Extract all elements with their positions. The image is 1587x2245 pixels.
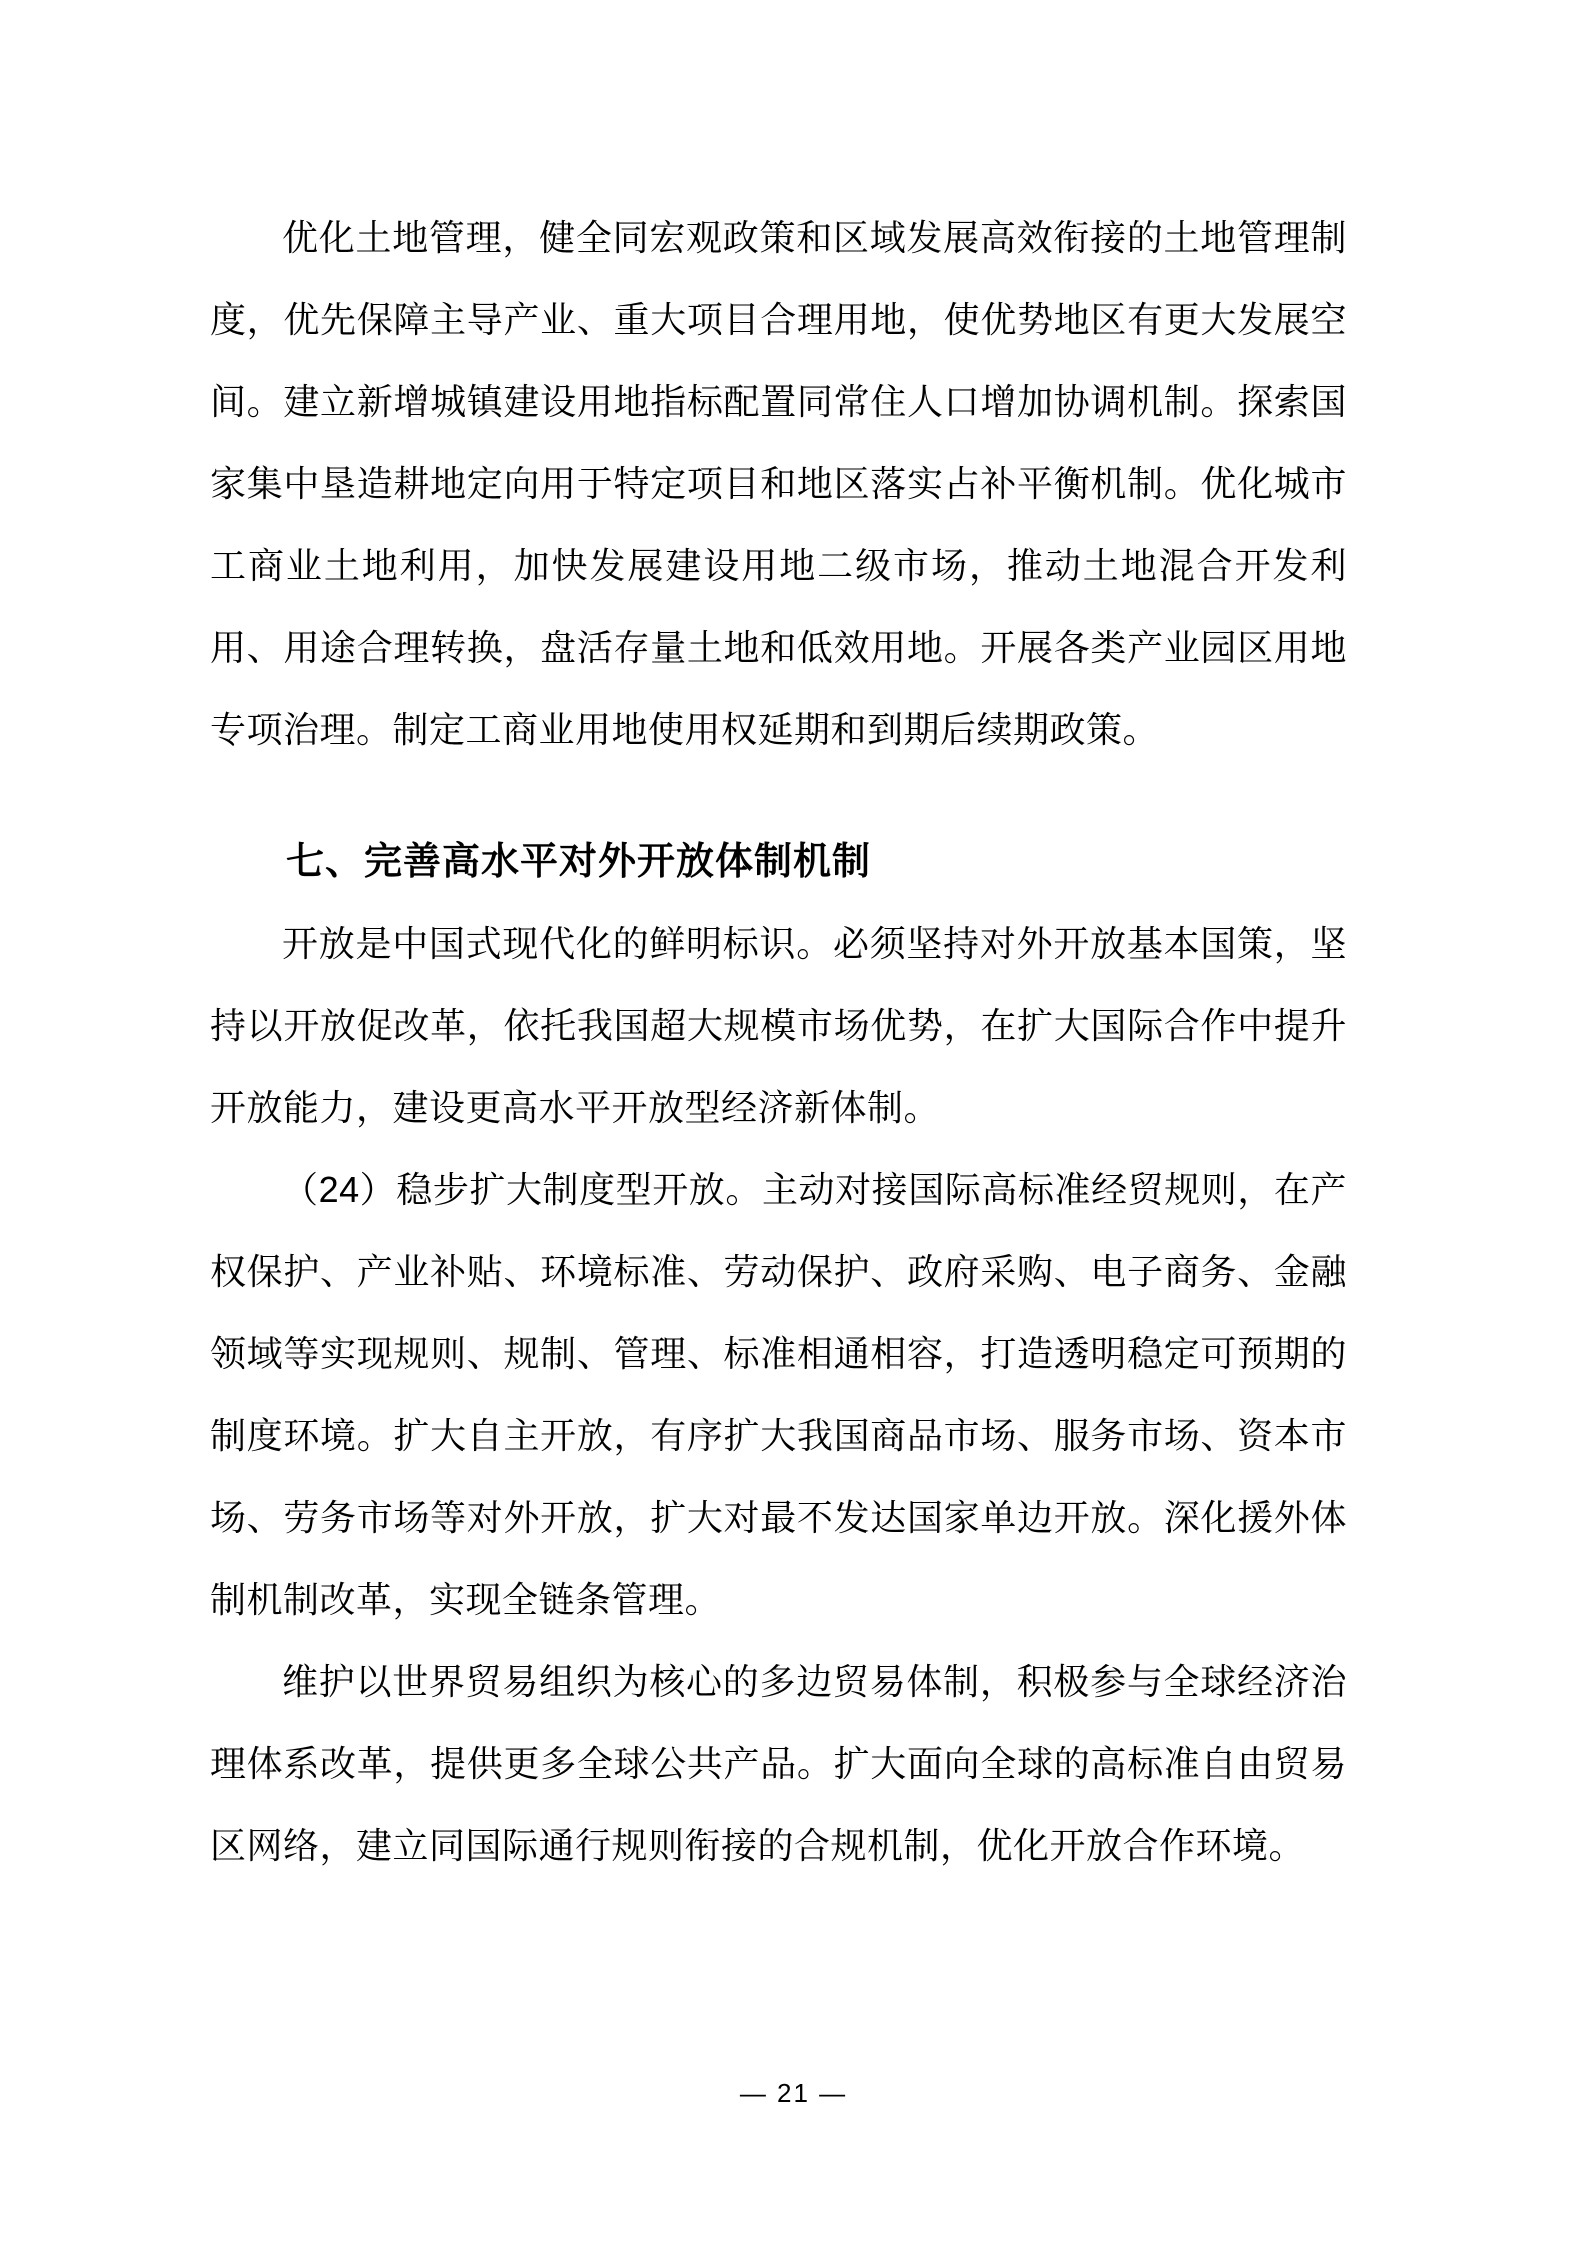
page-footer xyxy=(0,2078,1587,2108)
page-number: — 21 — xyxy=(739,2078,848,2108)
paragraph-24-institutional-opening: （24）稳步扩大制度型开放。主动对接国际高标准经贸规则，在产权保护、产业补贴、环境标准、劳动保护、政府采购、电子商务、金融领域等实现规则、规制、管理、标准相通相容，打造透明稳定可预期的制度环境。扩大自主开放，有序扩大我国商品市场、服务市场、资本市场、劳务市场等对外开放，扩大对最不发达国家单边开放。深化援外体制机制改革，实现全链条管理。 xyxy=(210,1169,1347,1620)
section-heading-seven-opening-up: 七、完善高水平对外开放体制机制 xyxy=(286,841,872,883)
paragraph-land-management: 优化土地管理，健全同宏观政策和区域发展高效衔接的土地管理制度，优先保障主导产业、重大项目合理用地，使优势地区有更大发展空间。建立新增城镇建设用地指标配置同常住人口增加协调机制。探索国家集中垦造耕地定向用于特定项目和地区落实占补平衡机制。优化城市工商业土地利用，加快发展建设用地二级市场，推动土地混合开发利用、用途合理转换，盘活存量土地和低效用地。开展各类产业园区用地专项治理。制定工商业用地使用权延期和到期后续期政策。 xyxy=(210,217,1347,750)
paragraph-wto-multilateral-trade: 维护以世界贸易组织为核心的多边贸易体制，积极参与全球经济治理体系改革，提供更多全球公共产品。扩大面向全球的高标准自由贸易区网络，建立同国际通行规则衔接的合规机制，优化开放合作环境。 xyxy=(210,1661,1347,1866)
paragraph-opening-overview: 开放是中国式现代化的鲜明标识。必须坚持对外开放基本国策，坚持以开放促改革，依托我国超大规模市场优势，在扩大国际合作中提升开放能力，建设更高水平开放型经济新体制。 xyxy=(210,923,1347,1128)
page-content xyxy=(210,197,1347,1887)
